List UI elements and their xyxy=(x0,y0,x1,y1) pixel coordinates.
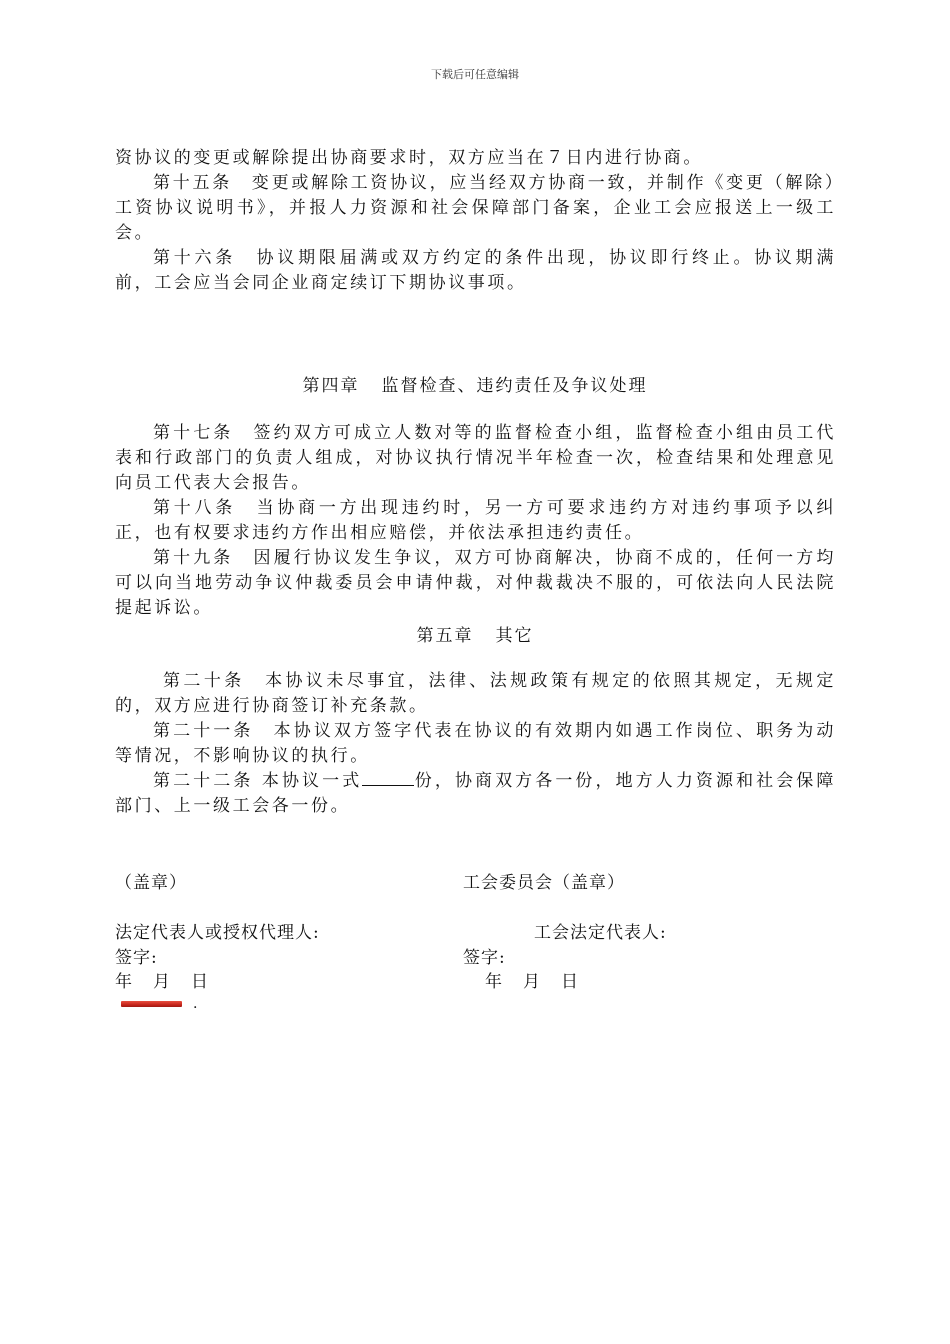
section-c xyxy=(115,669,836,819)
section-a xyxy=(115,146,836,296)
chapter-4-title: 监督检查、违约责任及争议处理 xyxy=(381,376,648,396)
left-date-month: 月 xyxy=(153,972,171,992)
right-date-month: 月 xyxy=(523,972,541,992)
article-22 xyxy=(115,769,836,819)
chapter-5-title: 其它 xyxy=(495,626,534,646)
right-date-year: 年 xyxy=(485,972,503,992)
article-22-text-start: 第二十二条 本协议一式 xyxy=(153,771,363,791)
red-stamp-mark xyxy=(121,1001,182,1007)
right-seal-label: 工会委员会（盖章） xyxy=(463,873,625,893)
footer-dot: . xyxy=(193,996,198,1012)
left-signature-label: 签字: xyxy=(115,948,158,968)
chapter-4-heading xyxy=(0,371,950,396)
section-b xyxy=(115,421,836,621)
left-date-year: 年 xyxy=(115,972,133,992)
article-21: 第二十一条 本协议双方签字代表在协议的有效期内如遇工作岗位、职务为动等情况，不影响协议的执行。 xyxy=(115,721,836,766)
chapter-5-number: 第五章 xyxy=(416,626,474,646)
left-representative-label: 法定代表人或授权代理人: xyxy=(115,923,320,943)
right-date-day: 日 xyxy=(561,972,579,992)
left-date-line xyxy=(115,967,209,992)
article-17: 第十七条 签约双方可成立人数对等的监督检查小组，监督检查小组由员工代表和行政部门的负责人组成，对协议执行情况半年检查一次，检查结果和处理意见向员工代表大会报告。 xyxy=(115,423,836,493)
paragraph-continuation: 资协议的变更或解除提出协商要求时，双方应当在７日内进行协商。 xyxy=(115,148,703,168)
left-seal-label: （盖章） xyxy=(115,873,187,893)
article-18: 第十八条 当协商一方出现违约时，另一方可要求违约方对违约事项予以纠正，也有权要求违约方作出相应赔偿，并依法承担违约责任。 xyxy=(115,498,836,543)
article-15: 第十五条 变更或解除工资协议，应当经双方协商一致，并制作《变更（解除）工资协议说明书》，并报人力资源和社会保障部门备案，企业工会应报送上一级工会。 xyxy=(115,173,836,243)
article-22-text-end: 份，协商双方各一份，地方人力资源和社会保障部门、上一级工会各一份。 xyxy=(115,771,836,816)
chapter-4-number: 第四章 xyxy=(302,376,360,396)
article-20: 第二十条 本协议未尽事宜，法律、法规政策有规定的依照其规定，无规定的，双方应进行协商签订补充条款。 xyxy=(115,671,836,716)
right-representative-label: 工会法定代表人: xyxy=(534,923,667,943)
article-16: 第十六条 协议期限届满或双方约定的条件出现，协议即行终止。协议期满前，工会应当会同企业商定续订下期协议事项。 xyxy=(115,248,836,293)
chapter-5-heading xyxy=(0,621,950,646)
article-19: 第十九条 因履行协议发生争议，双方可协商解决，协商不成的，任何一方均可以向当地劳动争议仲裁委员会申请仲裁，对仲裁裁决不服的，可依法向人民法院提起诉讼。 xyxy=(115,548,836,618)
copies-blank xyxy=(362,769,414,786)
right-date-line xyxy=(485,967,579,992)
header-note: 下载后可任意编辑 xyxy=(431,68,519,81)
left-date-day: 日 xyxy=(191,972,209,992)
right-signature-label: 签字: xyxy=(463,948,506,968)
